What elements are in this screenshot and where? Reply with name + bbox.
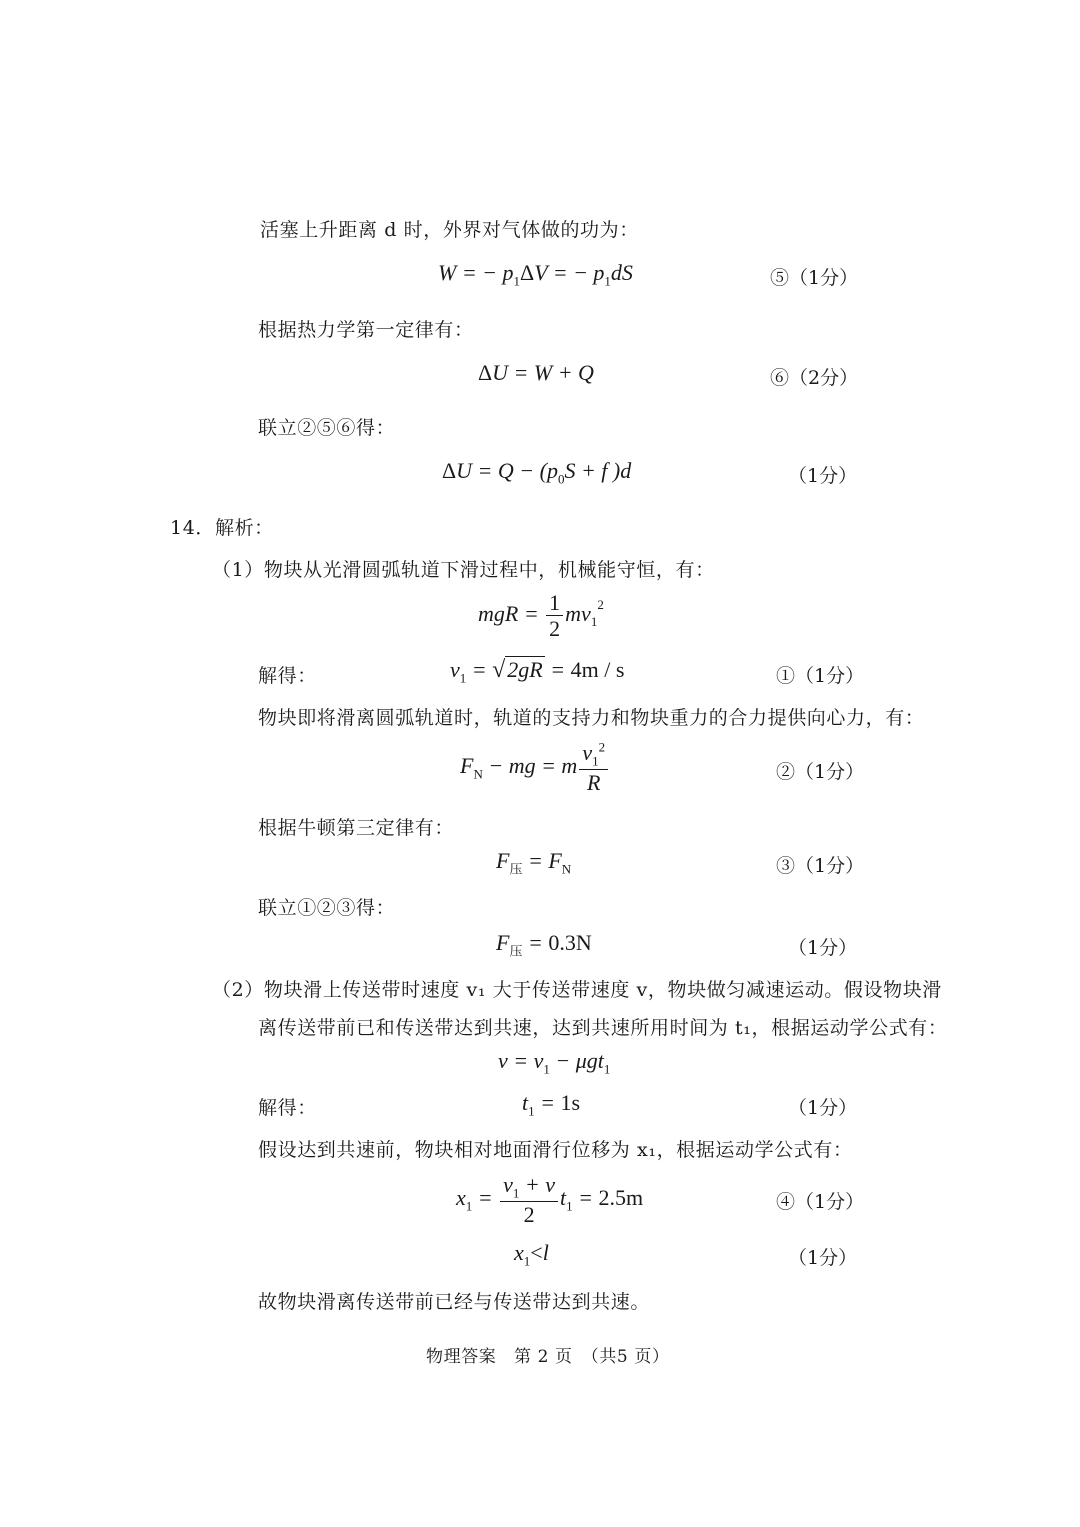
text-part2-line2: 离传送带前已和传送带达到共速，达到共速所用时间为 t₁，根据运动学公式有： — [258, 1017, 948, 1039]
equation-work: W = − $p_1\Delta V$ = − $p_1dS$ — [438, 260, 633, 289]
score-mark-2: ②（1分） — [776, 761, 865, 783]
score-mark-5: ⑤（1分） — [770, 267, 859, 289]
score-mark-7: （1分） — [788, 465, 858, 487]
equation-x1: $x_1$ = $\frac{v_1 + v}{2}$ $t_1 = 2.5m$ — [456, 1172, 644, 1228]
text-work-intro: 活塞上升距离 d 时，外界对气体做的功为： — [260, 219, 639, 241]
score-mark-9: （1分） — [788, 1097, 858, 1119]
score-mark-3: ③（1分） — [776, 855, 865, 877]
equation-centripetal: $F_N$ − mg = m $\frac{v_1^2}{R}$ — [460, 740, 610, 796]
equation-first-law: ΔU = W + Q — [478, 360, 594, 385]
score-mark-1: ①（1分） — [776, 665, 865, 687]
score-mark-8: （1分） — [788, 937, 858, 959]
score-mark-4: ④（1分） — [776, 1191, 865, 1213]
score-mark-10: （1分） — [788, 1247, 858, 1269]
equation-t1: $t_1 = 1s$ — [522, 1090, 581, 1119]
text-newton-third: 根据牛顿第三定律有： — [258, 817, 455, 839]
text-solve-1: 解得： — [258, 665, 317, 687]
text-part1-intro: （1）物块从光滑圆弧轨道下滑过程中，机械能守恒，有： — [212, 559, 715, 581]
text-centripetal: 物块即将滑离圆弧轨道时，轨道的支持力和物块重力的合力提供向心力，有： — [258, 707, 925, 729]
page-footer: 物理答案 第 2 页 （共5 页） — [426, 1347, 670, 1367]
equation-x1-less-l: $x_1<l$ — [514, 1240, 549, 1269]
score-mark-6: ⑥（2分） — [770, 367, 859, 389]
text-combine-123: 联立①②③得： — [258, 897, 396, 919]
text-solve-2: 解得： — [258, 1097, 317, 1119]
equation-f-press: $F_压 = F_N$ — [496, 848, 572, 877]
text-part2-line1: （2）物块滑上传送带时速度 v₁ 大于传送带速度 v，物块做匀减速运动。假设物块滑 — [212, 979, 942, 1001]
equation-f-press-value: $F_压 = 0.3N$ — [496, 930, 592, 959]
equation-energy: mgR = $\frac{1}{2}$ $mv_1^2$ — [478, 590, 604, 642]
equation-delta-u: $\Delta U = Q - (p_0S + f$ )d — [442, 458, 632, 487]
text-displacement: 假设达到共速前，物块相对地面滑行位移为 x₁，根据运动学公式有： — [258, 1139, 853, 1161]
equation-velocity: $v = v_1 - \mu gt_1$ — [498, 1048, 611, 1077]
text-first-law: 根据热力学第一定律有： — [258, 319, 474, 341]
text-combine-256: 联立②⑤⑥得： — [258, 417, 396, 439]
equation-v1: $v_1 = √2gR = 4m / s$ — [450, 657, 625, 686]
question-14-heading: 14．解析： — [170, 517, 274, 539]
text-conclusion: 故物块滑离传送带前已经与传送带达到共速。 — [258, 1291, 651, 1313]
